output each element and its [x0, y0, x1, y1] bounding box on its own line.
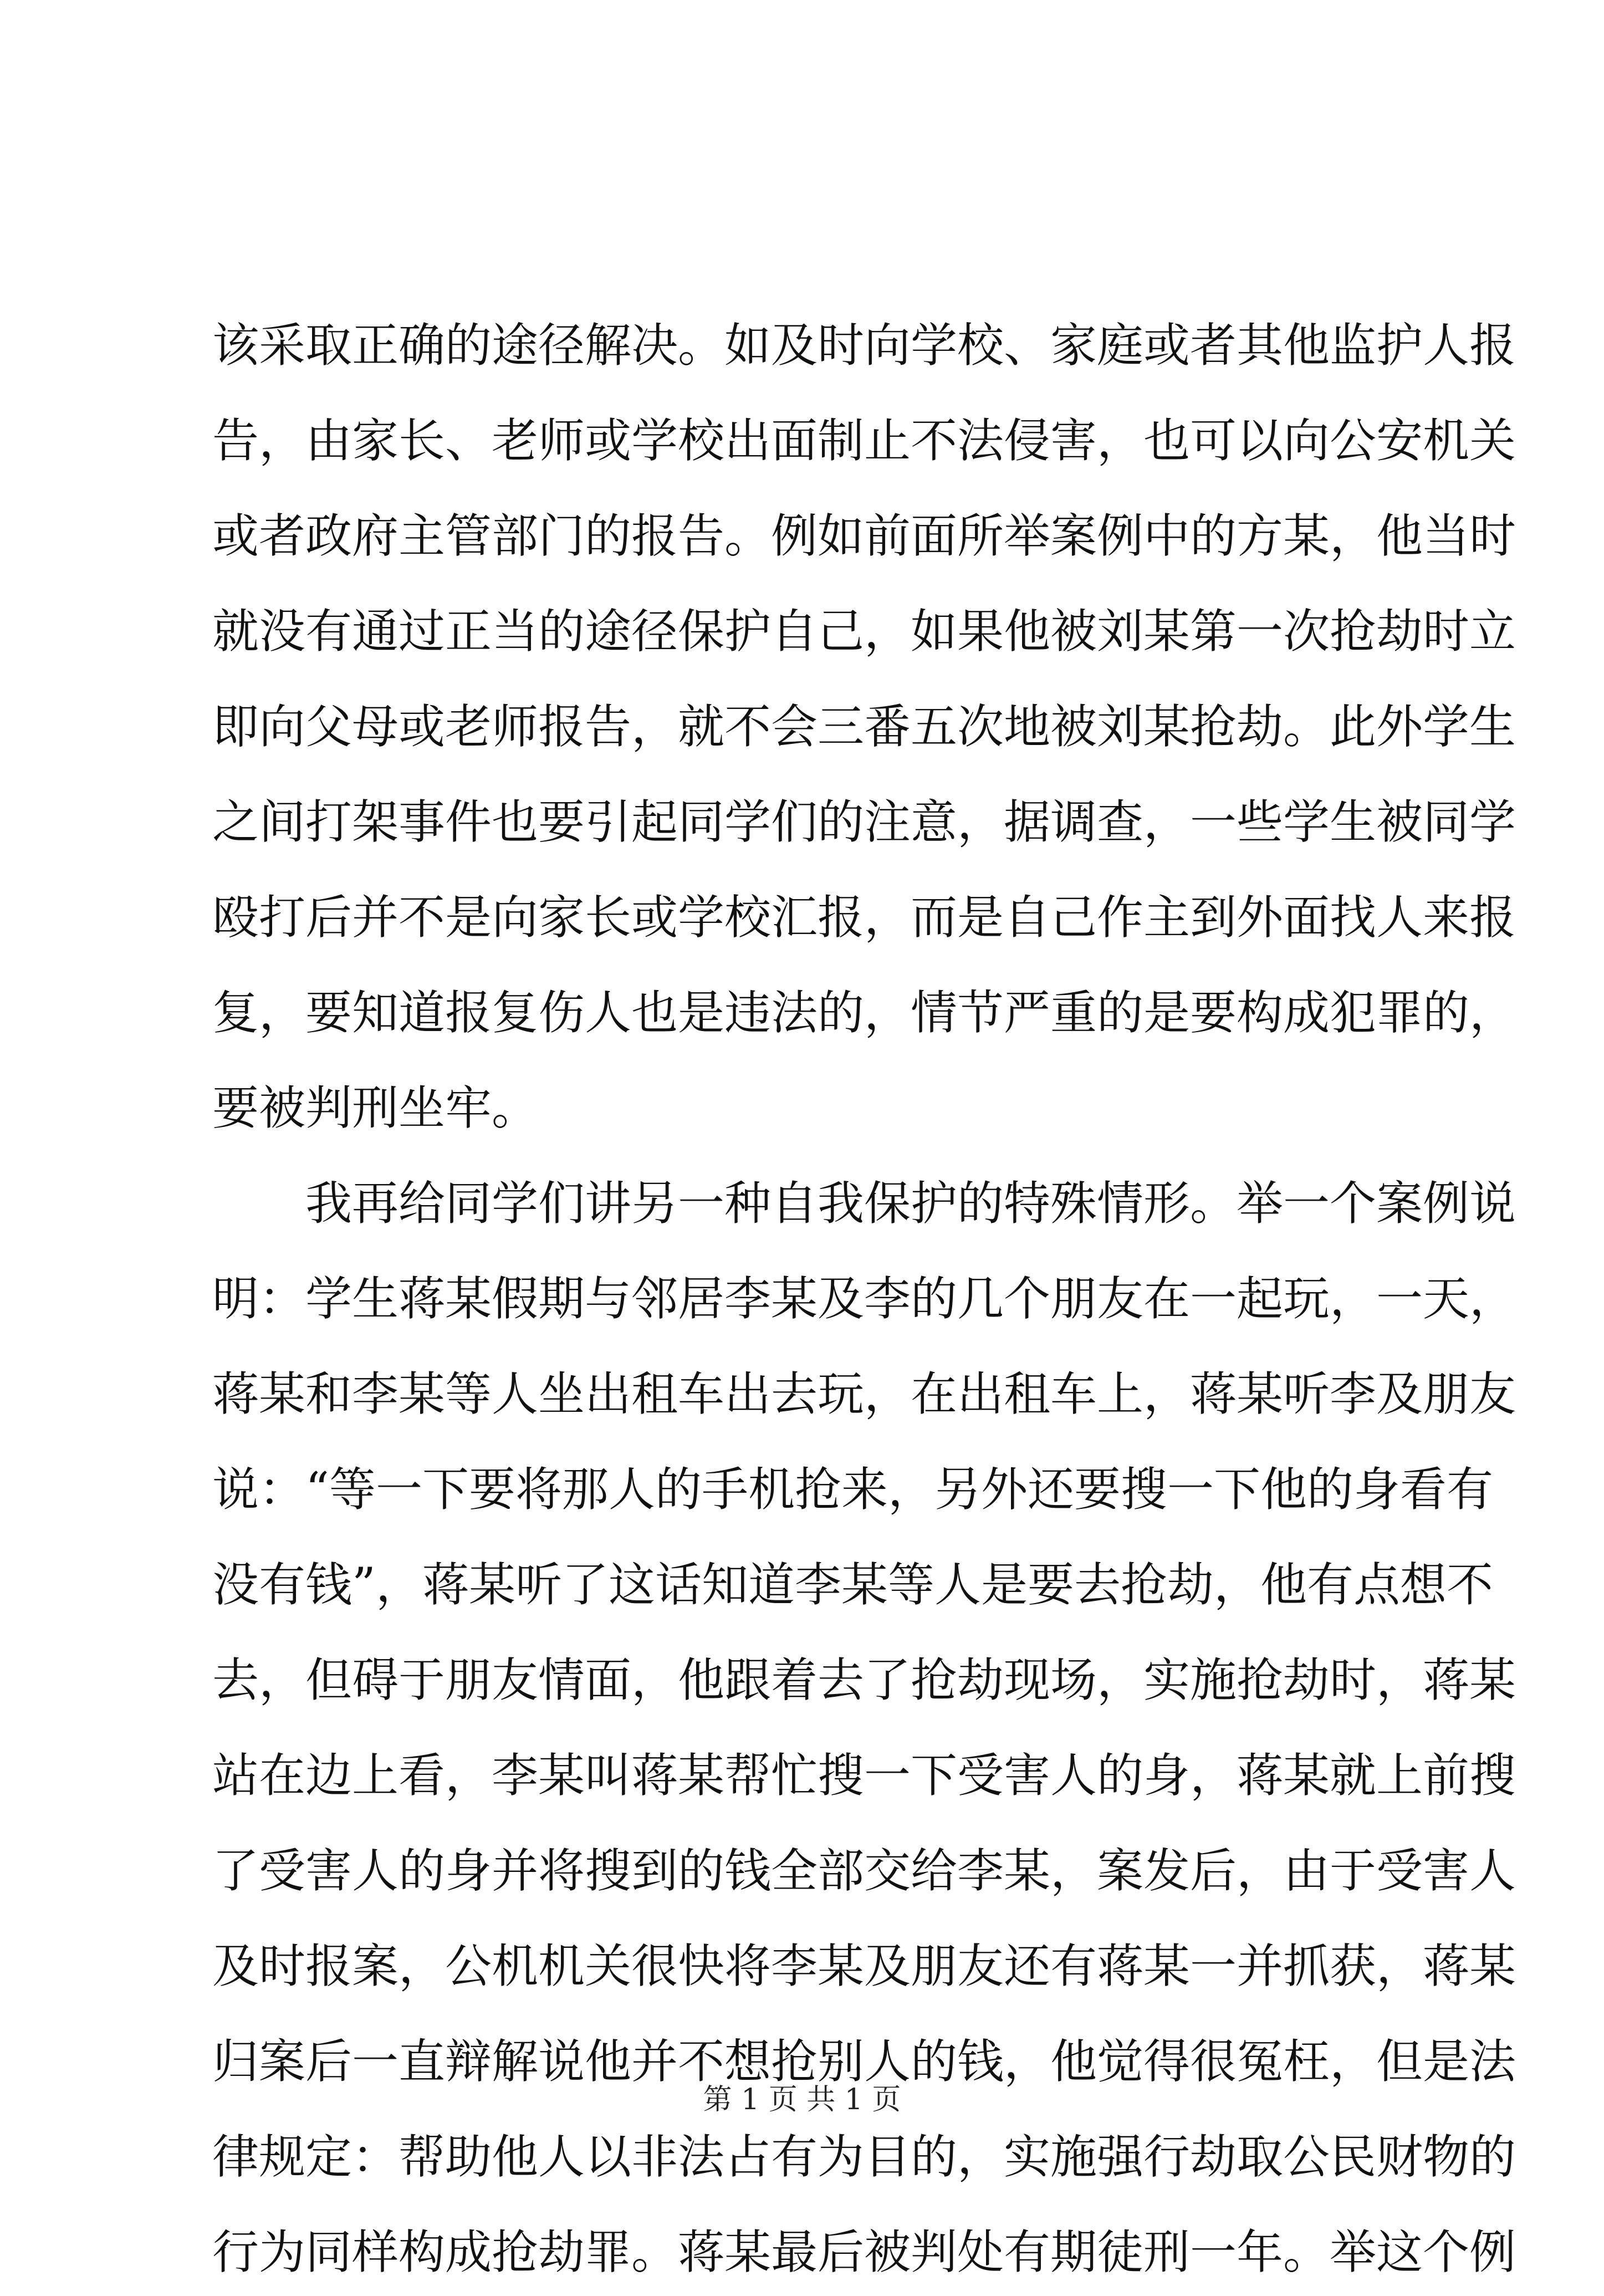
page-footer — [0, 2076, 1604, 2118]
text-line-content: 去，但碍于朋友情面，他跟着去了抢劫现场，实施抢劫时，蒋某 — [212, 1652, 1516, 1707]
text-line-content: 要被判刑坐牢。 — [212, 1080, 539, 1135]
text-line — [212, 1915, 1516, 2010]
text-line — [212, 1247, 1516, 1343]
text-line-last — [212, 1057, 1398, 1152]
text-line — [212, 771, 1516, 866]
text-line — [212, 1533, 1493, 1629]
text-line-content: 说：“等一下要将那人的手机抢来，另外还要搜一下他的身看有 — [212, 1462, 1493, 1517]
text-line — [212, 580, 1516, 675]
text-line-content: 复，要知道报复伤人也是违法的，情节严重的是要构成犯罪的， — [212, 985, 1516, 1040]
text-line — [212, 675, 1516, 771]
paragraph-first-line — [212, 1152, 1516, 1247]
text-line-content: 或者政府主管部门的报告。例如前面所举案例中的方某，他当时 — [212, 508, 1516, 563]
text-line-content: 告，由家长、老师或学校出面制止不法侵害，也可以向公安机关 — [212, 413, 1516, 468]
text-line-content: 没有钱”，蒋某听了这话知道李某等人是要去抢劫，他有点想不 — [212, 1557, 1493, 1612]
text-line-content: 行为同样构成抢劫罪。蒋某最后被判处有期徒刑一年。举这个例 — [212, 2224, 1516, 2279]
text-line-content: 殴打后并不是向家长或学校汇报，而是自己作主到外面找人来报 — [212, 890, 1516, 945]
text-line — [212, 1819, 1516, 1915]
body-text — [212, 294, 1516, 2296]
text-line — [212, 866, 1516, 961]
text-line — [212, 294, 1516, 389]
text-line — [212, 2105, 1516, 2201]
text-line-content: 该采取正确的途径解决。如及时向学校、家庭或者其他监护人报 — [212, 318, 1516, 373]
text-line — [212, 1629, 1516, 1724]
text-line — [212, 1438, 1493, 1533]
text-line — [212, 1343, 1516, 1438]
page-number-label: 第 1 页 共 1 页 — [703, 2083, 901, 2116]
text-line-content: 及时报案，公机机关很快将李某及朋友还有蒋某一并抓获，蒋某 — [212, 1938, 1516, 1993]
text-line-content: 律规定：帮助他人以非法占有为目的，实施强行劫取公民财物的 — [212, 2129, 1516, 2184]
text-line — [212, 389, 1516, 484]
text-line-content: 站在边上看，李某叫蒋某帮忙搜一下受害人的身，蒋某就上前搜 — [212, 1748, 1516, 1803]
text-line-content: 明：学生蒋某假期与邻居李某及李的几个朋友在一起玩，一天， — [212, 1271, 1516, 1326]
text-line — [212, 1724, 1516, 1819]
text-line-content: 归案后一直辩解说他并不想抢别人的钱，他觉得很冤枉，但是法 — [212, 2034, 1516, 2089]
text-line-content: 即向父母或老师报告，就不会三番五次地被刘某抢劫。此外学生 — [212, 699, 1516, 754]
text-line — [212, 961, 1516, 1057]
text-line-content: 就没有通过正当的途径保护自己，如果他被刘某第一次抢劫时立 — [212, 604, 1516, 659]
text-line-content: 了受害人的身并将搜到的钱全部交给李某，案发后，由于受害人 — [212, 1843, 1516, 1898]
text-line — [212, 2201, 1516, 2296]
text-line-content: 我再给同学们讲另一种自我保护的特殊情形。举一个案例说 — [305, 1176, 1516, 1231]
text-line — [212, 484, 1516, 580]
text-line-content: 蒋某和李某等人坐出租车出去玩，在出租车上，蒋某听李及朋友 — [212, 1366, 1516, 1421]
text-line-content: 之间打架事件也要引起同学们的注意，据调查，一些学生被同学 — [212, 794, 1516, 849]
